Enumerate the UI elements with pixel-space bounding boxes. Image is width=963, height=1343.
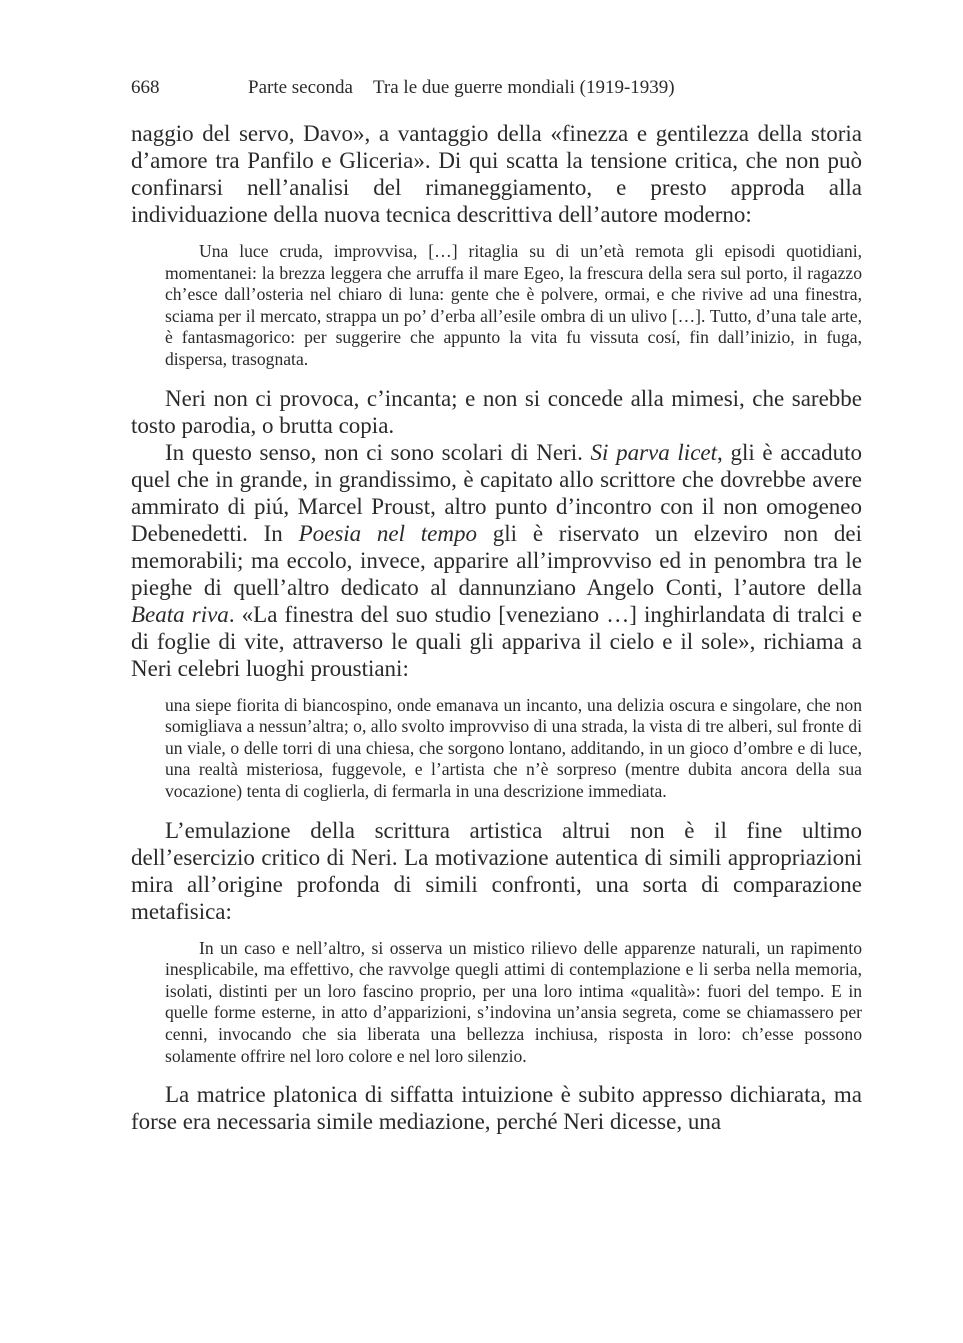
- block-quote: [165, 938, 862, 1068]
- body-paragraph: [131, 385, 862, 439]
- italic-title: Poesia nel tempo: [298, 520, 478, 546]
- text-run: . «La finestra del suo studio [veneziano …] inghirlandata di tralci e di foglie di vite, attraverso le quali gli appariva il cielo e il sole», richiama a Neri celebri luoghi proustiani:: [131, 601, 862, 681]
- body-paragraph: [131, 439, 862, 682]
- chapter-title: Tra le due guerre mondiali (1919-1939): [372, 77, 675, 98]
- section-title: Parte seconda: [248, 77, 353, 98]
- text-run: , gli è accaduto quel che in grande, in grandissimo, è capitato allo scrittore che dovrebbe avere ammirato di piú, Marcel Proust, altro punto d’incontro con il non omogeneo Debenedetti. In: [131, 439, 863, 546]
- text-run: L’emulazione della scrittura artistica altrui non è il fine ultimo dell’esercizio critico di Neri. La motivazione autentica di simili appropriazioni mira all’origine profonda di simili confronti, una sorta di comparazione metafisica:: [131, 817, 862, 924]
- running-head: [131, 76, 862, 100]
- text-run: In un caso e nell’altro, si osserva un mistico rilievo delle apparenze naturali, un rapimento inesplicabile, ma effettivo, che ravvolge quegli attimi di contemplazione e li serba nella memoria, isolati, distinti per un loro fascino proprio, per una loro intima «qualità»: fuori del tempo. E in quelle forme esterne, in atto d’apparizioni, s’indovina un’ansia segreta, come se chiamassero per cenni, invocando che sia liberata una bellezza inchiusa, risposta in loro: ch’esse possono solamente offrire nel loro colore e nel loro silenzio.: [165, 937, 862, 1066]
- body-paragraph: [131, 120, 862, 228]
- text-run: La matrice platonica di siffatta intuizione è subito appresso dichiarata, ma forse era necessaria simile mediazione, perché Neri dicesse, una: [131, 1082, 862, 1135]
- page-number: 668: [131, 77, 160, 98]
- text-run: gli è riservato un elzeviro non dei memorabili; ma eccolo, invece, apparire all’improvviso ed in penombra tra le pieghe di quell’altro dedicato al dannunziano Angelo Conti, l’autore della: [131, 520, 863, 600]
- text-run: In questo senso, non ci sono scolari di Neri.: [165, 439, 591, 465]
- italic-title: Beata riva: [131, 601, 229, 627]
- text-run: naggio del servo, Davo», a vantaggio della «finezza e gentilezza della storia d’amore tra Panfilo e Gliceria». Di qui scatta la tensione critica, che non può confinarsi nell’analisi del rimaneggiamento, e presto approda alla individuazione della nuova tecnica descrittiva dell’autore moderno:: [131, 121, 862, 227]
- text-run: Neri non ci provoca, c’incanta; e non si concede alla mimesi, che sarebbe tosto parodia, o brutta copia.: [131, 385, 862, 438]
- body-paragraph: [131, 1081, 862, 1135]
- body-paragraph: [131, 817, 862, 925]
- italic-title: Si parva licet: [590, 439, 718, 465]
- text-run: una siepe fiorita di biancospino, onde emanava un incanto, una delizia oscura e singolare, che non somigliava a nessun’altra; o, allo svolto improvviso di una strada, la vista di tre alberi, sul fronte di un viale, o delle torri di una chiesa, che sorgono lontano, additando, in un gioco d’ombre e di luce, una realtà misteriosa, fuggevole, e l’artista che n’è sorpreso (mentre dubita ancora della sua vocazione) tenta di coglierla, di fermarla in una descrizione immediata.: [165, 694, 862, 801]
- text-run: Una luce cruda, improvvisa, […] ritaglia su di un’età remota gli episodi quotidiani, momentanei: la brezza leggera che arruffa il mare Egeo, la frescura della sera sul porto, il ragazzo ch’esce dall’osteria nel chiaro di luna: gente che è polvere, ormai, e che rivive ad una finestra, sciama per il mercato, strappa un po’ d’erba all’esile ombra di un ulivo […]. Tutto, d’una tale arte, è fantasmagorico: per suggerire che appunto la vita fu vissuta cosí, fin dall’inizio, in fuga, dispersa, trasognata.: [165, 241, 862, 369]
- page-body: [131, 120, 862, 1135]
- block-quote: [165, 241, 862, 371]
- block-quote: [165, 695, 862, 803]
